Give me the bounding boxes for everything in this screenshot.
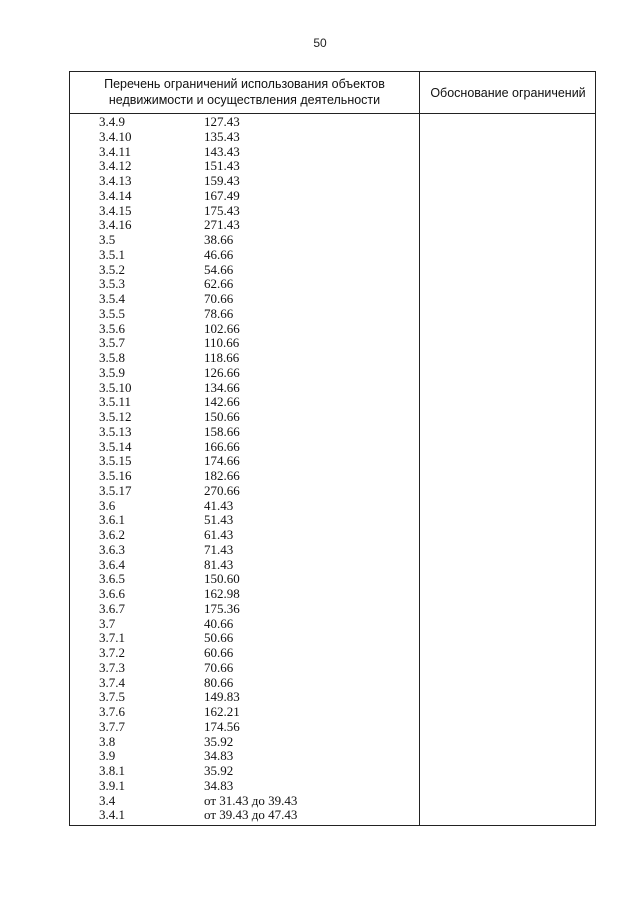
row-value: 167.49 xyxy=(204,187,240,203)
row-code: 3.9.1 xyxy=(99,777,125,793)
row-code: 3.5 xyxy=(99,232,116,247)
row-value: 175.43 xyxy=(204,202,240,218)
row-code: 3.7.1 xyxy=(99,630,125,646)
row-value: 162.21 xyxy=(204,704,240,719)
table-row xyxy=(70,705,419,720)
row-value: 46.66 xyxy=(204,246,234,262)
table-row xyxy=(70,779,419,794)
table-row xyxy=(70,454,419,469)
row-value: 40.66 xyxy=(204,615,234,631)
table-row xyxy=(70,381,419,396)
table-row xyxy=(70,602,419,617)
row-code: 3.5.8 xyxy=(99,350,125,365)
table-row xyxy=(70,233,419,248)
table-row xyxy=(70,794,419,809)
table-row xyxy=(70,735,419,750)
row-code: 3.5.5 xyxy=(99,305,125,321)
row-code: 3.5.12 xyxy=(99,409,132,424)
table-row xyxy=(70,322,419,337)
table-row xyxy=(70,395,419,410)
table-row xyxy=(70,248,419,263)
row-code: 3.6.1 xyxy=(99,512,125,528)
header-restrictions-list xyxy=(70,76,419,108)
row-value: 126.66 xyxy=(204,364,240,380)
header-justification: Обоснование ограничений xyxy=(430,86,586,100)
table-row xyxy=(70,145,419,160)
table-row xyxy=(70,528,419,543)
row-value: 118.66 xyxy=(204,350,240,365)
row-value: 150.60 xyxy=(204,571,240,587)
table-header xyxy=(70,72,595,114)
table-row xyxy=(70,130,419,145)
row-code: 3.7.6 xyxy=(99,704,125,719)
row-value: 150.66 xyxy=(204,409,240,424)
row-code: 3.4.15 xyxy=(99,202,132,218)
row-code: 3.5.14 xyxy=(99,438,132,454)
row-value: 38.66 xyxy=(204,232,234,247)
table-row xyxy=(70,690,419,705)
row-code: 3.4.11 xyxy=(99,143,132,159)
row-value: 127.43 xyxy=(204,114,240,129)
row-code: 3.8 xyxy=(99,733,116,749)
table-row xyxy=(70,204,419,219)
row-code: 3.8.1 xyxy=(99,763,125,778)
row-value: 35.92 xyxy=(204,763,234,778)
table-row xyxy=(70,617,419,632)
row-value: 61.43 xyxy=(204,527,234,542)
row-code: 3.7.7 xyxy=(99,718,125,734)
row-code: 3.7.3 xyxy=(99,659,125,675)
row-value: 135.43 xyxy=(204,128,240,144)
row-code: 3.5.13 xyxy=(99,423,132,439)
row-code: 3.6.6 xyxy=(99,586,125,601)
table-row xyxy=(70,174,419,189)
row-code: 3.5.17 xyxy=(99,482,132,498)
table-row xyxy=(70,336,419,351)
row-value: 78.66 xyxy=(204,305,234,321)
row-value: 166.66 xyxy=(204,438,240,454)
row-code: 3.4.14 xyxy=(99,187,132,203)
row-value: 34.83 xyxy=(204,748,234,764)
table-row xyxy=(70,749,419,764)
table-row xyxy=(70,410,419,425)
table-row xyxy=(70,661,419,676)
row-value: 102.66 xyxy=(204,320,240,336)
row-code: 3.5.10 xyxy=(99,379,132,395)
table-row xyxy=(70,513,419,528)
row-value: от 39.43 до 47.43 xyxy=(204,807,298,823)
row-value: 110.66 xyxy=(204,335,240,351)
row-code: 3.6.7 xyxy=(99,600,125,616)
row-value: 60.66 xyxy=(204,645,234,660)
row-code: 3.4.13 xyxy=(99,173,132,188)
row-value: 34.83 xyxy=(204,777,234,793)
row-value: 174.66 xyxy=(204,453,240,469)
table-row xyxy=(70,307,419,322)
row-value: 70.66 xyxy=(204,291,234,306)
row-code: 3.4.10 xyxy=(99,128,132,144)
table-row xyxy=(70,764,419,779)
row-value: 270.66 xyxy=(204,482,240,498)
row-code: 3.5.15 xyxy=(99,453,132,469)
row-value: 71.43 xyxy=(204,541,234,557)
table-row xyxy=(70,366,419,381)
row-code: 3.5.2 xyxy=(99,261,125,277)
row-value: 271.43 xyxy=(204,217,240,233)
row-code: 3.4.12 xyxy=(99,158,132,174)
row-value: 70.66 xyxy=(204,659,234,675)
row-value: 62.66 xyxy=(204,276,234,292)
table-row xyxy=(70,499,419,514)
table-row xyxy=(70,440,419,455)
row-code: 3.5.1 xyxy=(99,246,125,262)
table-row xyxy=(70,425,419,440)
row-value: 175.36 xyxy=(204,600,240,616)
row-code: 3.7.2 xyxy=(99,645,125,660)
row-value: 80.66 xyxy=(204,674,234,690)
row-code: 3.6.4 xyxy=(99,556,125,572)
row-value: 159.43 xyxy=(204,173,240,188)
row-code: 3.5.7 xyxy=(99,335,125,351)
row-code: 3.6 xyxy=(99,497,116,513)
row-value: 143.43 xyxy=(204,143,240,159)
row-code: 3.5.11 xyxy=(99,394,132,410)
row-code: 3.4.9 xyxy=(99,114,125,129)
column-divider xyxy=(419,72,420,825)
row-value: 134.66 xyxy=(204,379,240,395)
row-code: 3.5.3 xyxy=(99,276,125,292)
table-row xyxy=(70,277,419,292)
table-row xyxy=(70,720,419,735)
table-row xyxy=(70,469,419,484)
table-row xyxy=(70,189,419,204)
table-row xyxy=(70,543,419,558)
restrictions-table xyxy=(69,71,596,826)
table-row xyxy=(70,676,419,691)
row-code: 3.6.2 xyxy=(99,527,125,542)
row-code: 3.5.4 xyxy=(99,291,125,306)
table-row xyxy=(70,263,419,278)
row-code: 3.6.3 xyxy=(99,541,125,557)
row-value: 81.43 xyxy=(204,556,234,572)
table-row xyxy=(70,115,419,130)
row-code: 3.5.6 xyxy=(99,320,125,336)
row-value: 41.43 xyxy=(204,497,234,513)
row-code: 3.4 xyxy=(99,792,116,808)
table-row xyxy=(70,351,419,366)
row-value: 142.66 xyxy=(204,394,240,410)
row-value: 35.92 xyxy=(204,733,234,749)
row-code: 3.4.16 xyxy=(99,217,132,233)
table-row xyxy=(70,572,419,587)
table-row xyxy=(70,646,419,661)
row-code: 3.9 xyxy=(99,748,116,764)
header-restrictions-line2: недвижимости и осуществления деятельности xyxy=(108,93,381,107)
row-value: 54.66 xyxy=(204,261,234,277)
row-code: 3.5.16 xyxy=(99,468,132,483)
table-row xyxy=(70,558,419,573)
row-value: 149.83 xyxy=(204,689,240,705)
row-value: 162.98 xyxy=(204,586,240,601)
row-code: 3.7 xyxy=(99,615,116,631)
page-number: 50 xyxy=(313,36,327,50)
table-row xyxy=(70,587,419,602)
row-value: 174.56 xyxy=(204,718,240,734)
row-value: 158.66 xyxy=(204,423,240,439)
row-value: от 31.43 до 39.43 xyxy=(204,792,298,808)
row-code: 3.5.9 xyxy=(99,364,125,380)
header-restrictions-line1: Перечень ограничений использования объектов xyxy=(104,77,385,91)
row-value: 51.43 xyxy=(204,512,234,528)
row-code: 3.4.1 xyxy=(99,807,125,823)
table-row xyxy=(70,218,419,233)
table-body xyxy=(70,115,419,823)
table-row xyxy=(70,159,419,174)
row-code: 3.7.5 xyxy=(99,689,125,705)
table-row xyxy=(70,808,419,823)
row-value: 182.66 xyxy=(204,468,240,483)
table-row xyxy=(70,484,419,499)
table-row xyxy=(70,292,419,307)
row-code: 3.7.4 xyxy=(99,674,125,690)
row-code: 3.6.5 xyxy=(99,571,125,587)
row-value: 151.43 xyxy=(204,158,240,174)
table-row xyxy=(70,631,419,646)
row-value: 50.66 xyxy=(204,630,234,646)
